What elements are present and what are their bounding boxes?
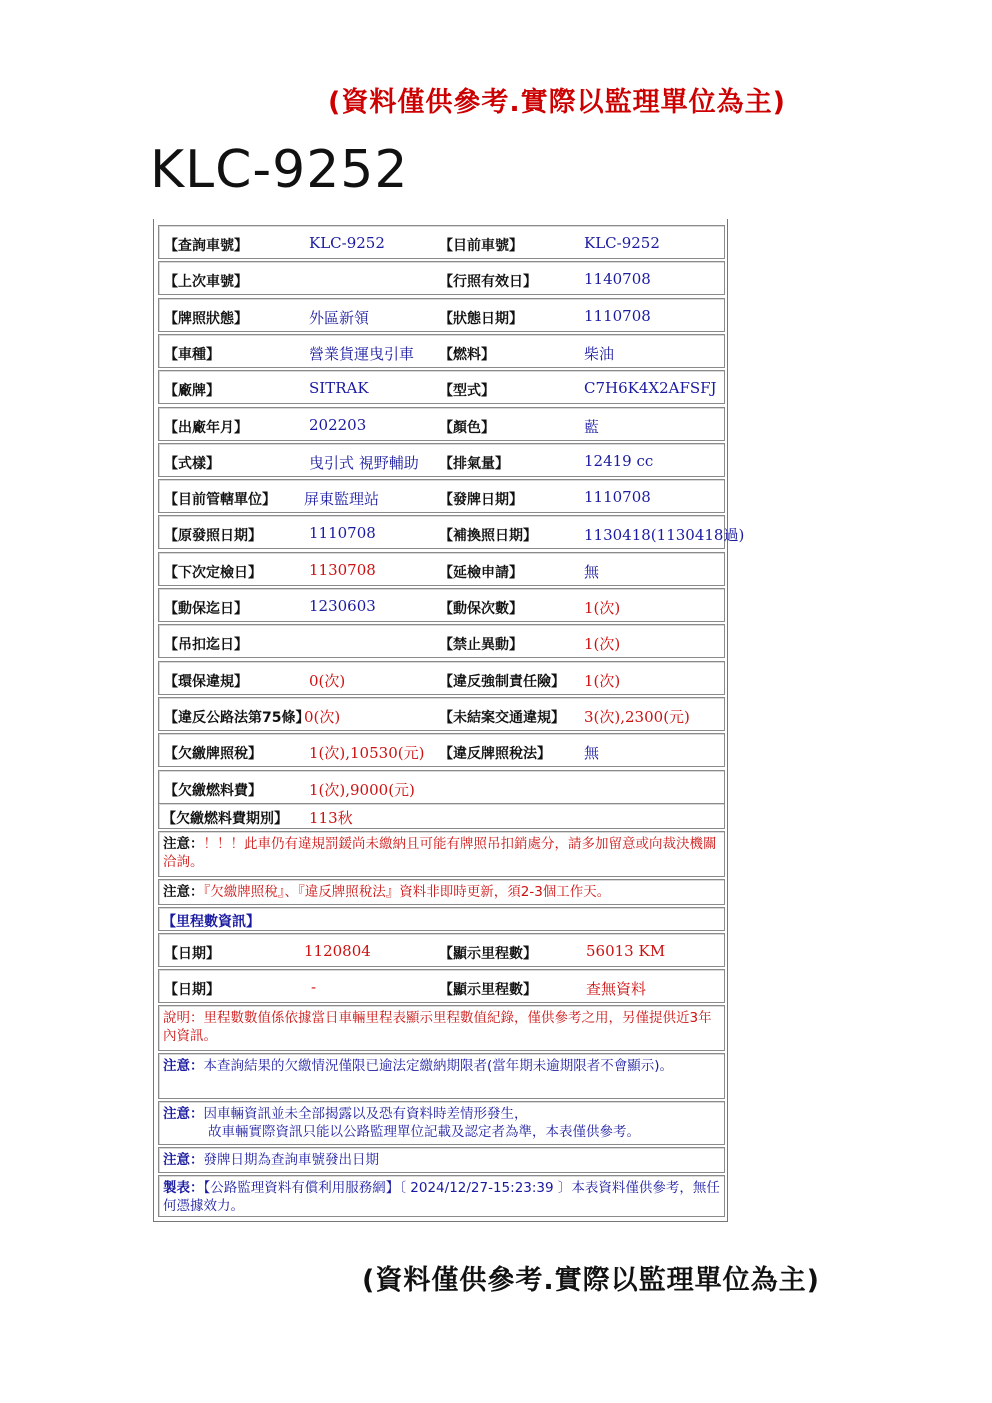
field-value: 無 [584,744,600,763]
notice-row-1 [158,831,725,877]
field-label: 【車種】 [164,346,220,363]
mileage-reading-label: 【顯示里程數】 [439,982,537,998]
field-label: 【目前管轄單位】 [164,492,276,509]
record-row [158,298,725,332]
record-row [158,661,725,695]
field-label: 【欠繳牌照稅】 [164,746,262,763]
field-value: 1140708 [584,270,651,289]
mileage-date-value: 1120804 [304,942,371,960]
record-row [158,443,725,477]
field-value: 1110708 [584,306,651,325]
field-value: 外區新領 [309,308,370,327]
record-row [158,697,725,731]
record-row [158,225,725,259]
field-value: 12419 cc [584,451,654,470]
record-row [158,479,725,513]
notice-4-line2: 故車輛實際資訊只能以公路監理單位記載及認定者為準，本表僅供參考。 [208,1124,640,1140]
footer-text: 【公路監理資料有償利用服務網】〔 2024/12/27-15:23:39 〕本表資料僅供參考，無任何憑據效力。 [163,1180,720,1214]
field-value: KLC-9252 [309,234,385,252]
record-row [158,334,725,368]
footer-key: 製表： [163,1180,204,1196]
field-label: 【牌照狀態】 [164,310,248,327]
notice-4 [163,1105,723,1141]
field-label: 【未結案交通違規】 [439,709,565,726]
field-value: 1110708 [584,488,651,507]
notice-2-text: 『欠繳牌照稅』、『違反牌照稅法』資料非即時更新，須2-3個工作天。 [203,884,611,900]
record-row [158,624,725,658]
mileage-reading-label: 【顯示里程數】 [439,946,537,962]
fuel-period-label: 【欠繳燃料費期別】 [162,811,288,827]
record-row [158,261,725,295]
notice-4-line1: 因車輛資訊並未全部揭露以及恐有資料時差情形發生， [203,1106,528,1122]
field-label: 【違反牌照稅法】 [439,746,551,763]
field-value: 曳引式 視野輔助 [309,453,419,472]
notice-1 [163,835,723,871]
field-value: SITRAK [309,379,369,398]
fuel-period-value: 113秋 [309,809,353,827]
mileage-reading-value: 查無資料 [586,980,647,998]
field-label: 【出廠年月】 [164,419,248,436]
record-row [158,515,745,549]
field-label: 【燃料】 [439,346,495,363]
field-value: 1130418(1130418過) [584,526,745,545]
field-label: 【目前車號】 [439,238,523,254]
mileage-date-value: - [311,978,317,996]
field-value: 1(次) [584,599,621,617]
notice-1-key: 注意： [163,836,204,852]
field-value: 1130708 [309,560,376,579]
notice-3-text: 本查詢結果的欠繳情況僅限已逾法定繳納期限者(當年期未逾期限者不會顯示)。 [203,1058,674,1074]
field-label: 【動保次數】 [439,601,523,617]
notice-row-3 [158,1053,725,1099]
field-value: 1(次) [584,635,621,654]
field-label: 【行照有效日】 [439,274,537,291]
field-value: 1110708 [309,524,376,543]
field-value: 屏東監理站 [304,490,380,509]
plate-title: KLC-9252 [150,140,409,200]
field-value: 0(次) [304,707,341,726]
notice-row-4 [158,1101,725,1145]
field-value: KLC-9252 [584,234,660,252]
notice-5-text: 發牌日期為查詢車號發出日期 [203,1152,379,1168]
notice-5-key: 注意： [163,1152,204,1168]
notice-3 [163,1057,723,1075]
notice-4-key: 注意： [163,1106,204,1122]
disclaimer-bottom: (資料僅供參考.實際以監理單位為主) [362,1265,820,1296]
field-label: 【補換照日期】 [439,528,537,545]
field-value: 營業貨運曳引車 [309,344,415,363]
field-label: 【式樣】 [164,455,220,472]
field-label: 【顏色】 [439,419,495,436]
field-value: 柴油 [584,344,615,363]
field-value: 3(次),2300(元) [584,707,690,726]
fuel-period-row [158,803,725,829]
record-row [158,370,725,404]
mileage-row-1 [158,933,725,967]
field-label: 【違反公路法第75條】 [164,709,310,726]
record-row [158,588,725,622]
field-value: 202203 [309,415,367,434]
notice-row-2 [158,879,725,905]
mileage-row-2 [158,969,725,1003]
notice-2 [163,883,723,901]
field-label: 【違反強制責任險】 [439,673,565,690]
field-value: C7H6K4X2AFSFJ [584,379,717,398]
notice-1-text: ！！！此車仍有違規罰鍰尚未繳納且可能有牌照吊扣銷處分，請多加留意或向裁決機關洽詢。 [163,836,717,870]
mileage-header-row [158,907,725,931]
record-row [158,407,725,441]
explain-text: 說明：里程數數值係依據當日車輛里程表顯示里程數值紀錄，僅供參考之用，另僅提供近3年內資訊。 [163,1010,712,1044]
field-value: 0(次) [309,671,346,690]
field-label: 【發牌日期】 [439,492,523,509]
field-label: 【吊扣迄日】 [164,637,248,654]
field-label: 【原發照日期】 [164,528,262,545]
field-label: 【環保違規】 [164,673,248,690]
field-label: 【型式】 [439,383,495,400]
mileage-date-label: 【日期】 [164,982,220,998]
field-value: 1230603 [309,597,376,615]
field-label: 【禁止異動】 [439,637,523,654]
record-row [158,552,725,586]
field-label: 【狀態日期】 [439,310,523,327]
field-label: 【上次車號】 [164,274,248,291]
mileage-date-label: 【日期】 [164,946,220,962]
explain-row [158,1005,725,1051]
disclaimer-top: (資料僅供參考.實際以監理單位為主) [328,87,786,118]
notice-row-5 [158,1147,725,1173]
field-label: 【查詢車號】 [164,238,248,254]
field-label: 【廠牌】 [164,383,220,400]
field-value: 1(次),10530(元) [309,744,425,763]
record-row [158,733,725,767]
record-row [158,770,725,804]
field-label: 【動保迄日】 [164,601,248,617]
field-label: 【欠繳燃料費】 [164,782,262,799]
mileage-reading-value: 56013 KM [586,942,666,960]
notice-5 [163,1151,723,1169]
field-value: 藍 [584,417,600,436]
vehicle-record-table [153,219,745,1222]
field-value: 1(次),9000(元) [309,780,415,799]
field-label: 【排氣量】 [439,455,509,472]
notice-3-key: 注意： [163,1058,204,1074]
field-value: 無 [584,562,600,581]
footer-row [158,1175,725,1217]
field-value: 1(次) [584,671,621,690]
notice-2-key: 注意： [163,884,204,900]
footer-note [163,1179,723,1215]
field-label: 【下次定檢日】 [164,564,262,581]
field-label: 【延檢申請】 [439,564,523,581]
mileage-header: 【里程數資訊】 [162,914,260,930]
